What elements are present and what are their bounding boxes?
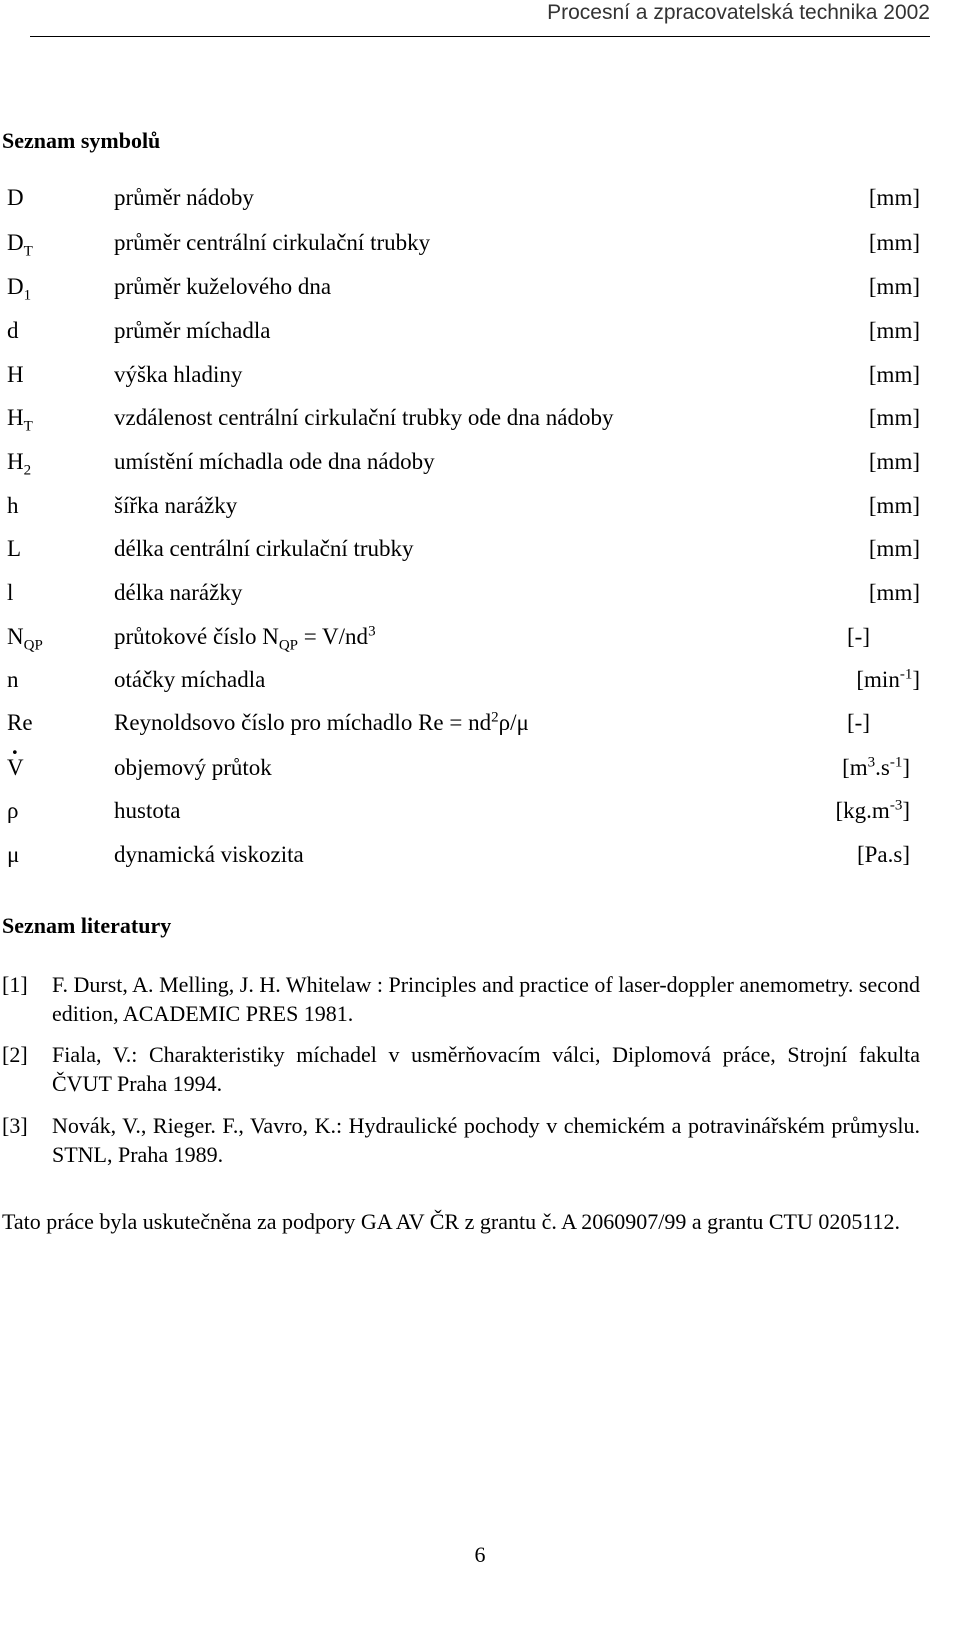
symbol-description: výška hladiny: [114, 362, 243, 387]
symbol-row: [0, 798, 920, 828]
reference-text: Fiala, V.: Charakteristiky míchadel v usměrňovacím válci, Diplomová práce, Strojní fakulta ČVUT Praha 1994.: [52, 1042, 920, 1096]
symbol-description: dynamická viskozita: [114, 842, 304, 867]
literature-section-title: Seznam literatury: [2, 913, 172, 938]
reference-item: [2, 1111, 920, 1169]
symbol-description: délka centrální cirkulační trubky: [114, 536, 414, 561]
symbol-unit: [mm]: [868, 580, 920, 605]
symbol-unit: [mm]: [868, 405, 920, 430]
symbol-row: [0, 536, 920, 566]
symbol-row: [0, 493, 920, 523]
symbol-description: průměr míchadla: [114, 318, 271, 343]
symbol-description: Reynoldsovo číslo pro míchadlo $Re = nd^2\rho/\mu$: [114, 709, 529, 735]
symbol-row: [0, 449, 920, 479]
symbol: n: [7, 667, 19, 692]
symbol-description: otáčky míchadla: [114, 667, 266, 692]
symbol-description: průměr centrální cirkulační trubky: [114, 230, 431, 255]
symbol: $D_T$: [7, 230, 33, 260]
symbol-description: průměr nádoby: [114, 185, 254, 210]
symbol-description: šířka narážky: [114, 493, 238, 518]
symbol-unit: [-]: [847, 710, 870, 735]
symbol: H: [7, 362, 24, 387]
symbol-description: délka narážky: [114, 580, 243, 605]
page-number: 6: [474, 1542, 486, 1567]
symbol-description: hustota: [114, 798, 181, 823]
symbol-row: [0, 185, 920, 215]
symbol-row: [0, 842, 920, 872]
symbol-description: umístění míchadla ode dna nádoby: [114, 449, 435, 474]
symbol: L: [7, 536, 22, 561]
symbol-unit: $[m^3.s^{-1}]$: [842, 754, 910, 780]
symbol-unit: [mm]: [868, 362, 920, 387]
symbol-unit: [mm]: [868, 230, 920, 255]
symbol: d: [7, 318, 19, 343]
symbol-unit: [Pa.s]: [856, 842, 910, 867]
symbol-row: [0, 710, 920, 740]
reference-number: [2]: [2, 1042, 28, 1067]
symbol-row: [0, 274, 920, 304]
symbol-row: [0, 580, 920, 610]
reference-text: Novák, V., Rieger. F., Vavro, K.: Hydraulické pochody v chemickém a potravinářském průmyslu. STNL, Praha 1989.: [52, 1113, 920, 1167]
acknowledgement: Tato práce byla uskutečněna za podpory GA AV ČR z grantu č. A 2060907/99 a grantu CTU 0205112.: [2, 1209, 901, 1234]
symbol: μ: [7, 842, 20, 867]
symbol-row: [0, 755, 920, 785]
symbol-row: [0, 624, 920, 654]
running-header: [30, 0, 930, 37]
symbol-description: objemový průtok: [114, 755, 272, 780]
symbol-row: [0, 405, 920, 435]
symbol: $N_{QP}$: [7, 624, 43, 654]
symbol-row: [0, 318, 920, 348]
symbol-description: vzdálenost centrální cirkulační trubky ode dna nádoby: [114, 405, 614, 430]
symbols-section-title: Seznam symbolů: [2, 128, 161, 153]
symbol-unit: [mm]: [868, 449, 920, 474]
symbol-row: [0, 667, 920, 697]
symbol: Re: [7, 710, 33, 735]
volume-flow-symbol: · V: [7, 755, 24, 781]
symbol: [7, 755, 24, 781]
symbol-unit: $[kg.m^{-3}]$: [835, 797, 910, 823]
running-title: Procesní a zpracovatelská technika 2002: [547, 1, 930, 24]
symbol: h: [7, 493, 19, 518]
reference-item: [2, 970, 920, 1028]
symbol: D: [7, 185, 24, 210]
symbol-row: [0, 230, 920, 260]
symbol-unit: [mm]: [868, 318, 920, 343]
reference-number: [3]: [2, 1113, 28, 1138]
symbol: ρ: [7, 798, 19, 823]
reference-number: [1]: [2, 972, 28, 997]
symbol-unit: [mm]: [868, 536, 920, 561]
symbol: $H_2$: [7, 449, 32, 479]
symbol-unit: [mm]: [868, 274, 920, 299]
symbol-unit: $[\min^{-1}]$: [856, 666, 920, 692]
symbol: $D_1$: [7, 274, 32, 304]
symbol-unit: [-]: [847, 624, 870, 649]
reference-item: [2, 1040, 920, 1098]
symbol: l: [7, 580, 14, 605]
symbol-description: průměr kuželového dna: [114, 274, 332, 299]
symbol-unit: [mm]: [868, 185, 920, 210]
symbol-row: [0, 362, 920, 392]
symbol-description: průtokové číslo $N_{QP} = V/nd^3$: [114, 623, 376, 654]
symbol-unit: [mm]: [868, 493, 920, 518]
symbol: $H_T$: [7, 405, 33, 435]
reference-text: F. Durst, A. Melling, J. H. Whitelaw : Principles and practice of laser-doppler anemometry. second edition, ACADEMIC PRES 1981.: [52, 972, 920, 1026]
